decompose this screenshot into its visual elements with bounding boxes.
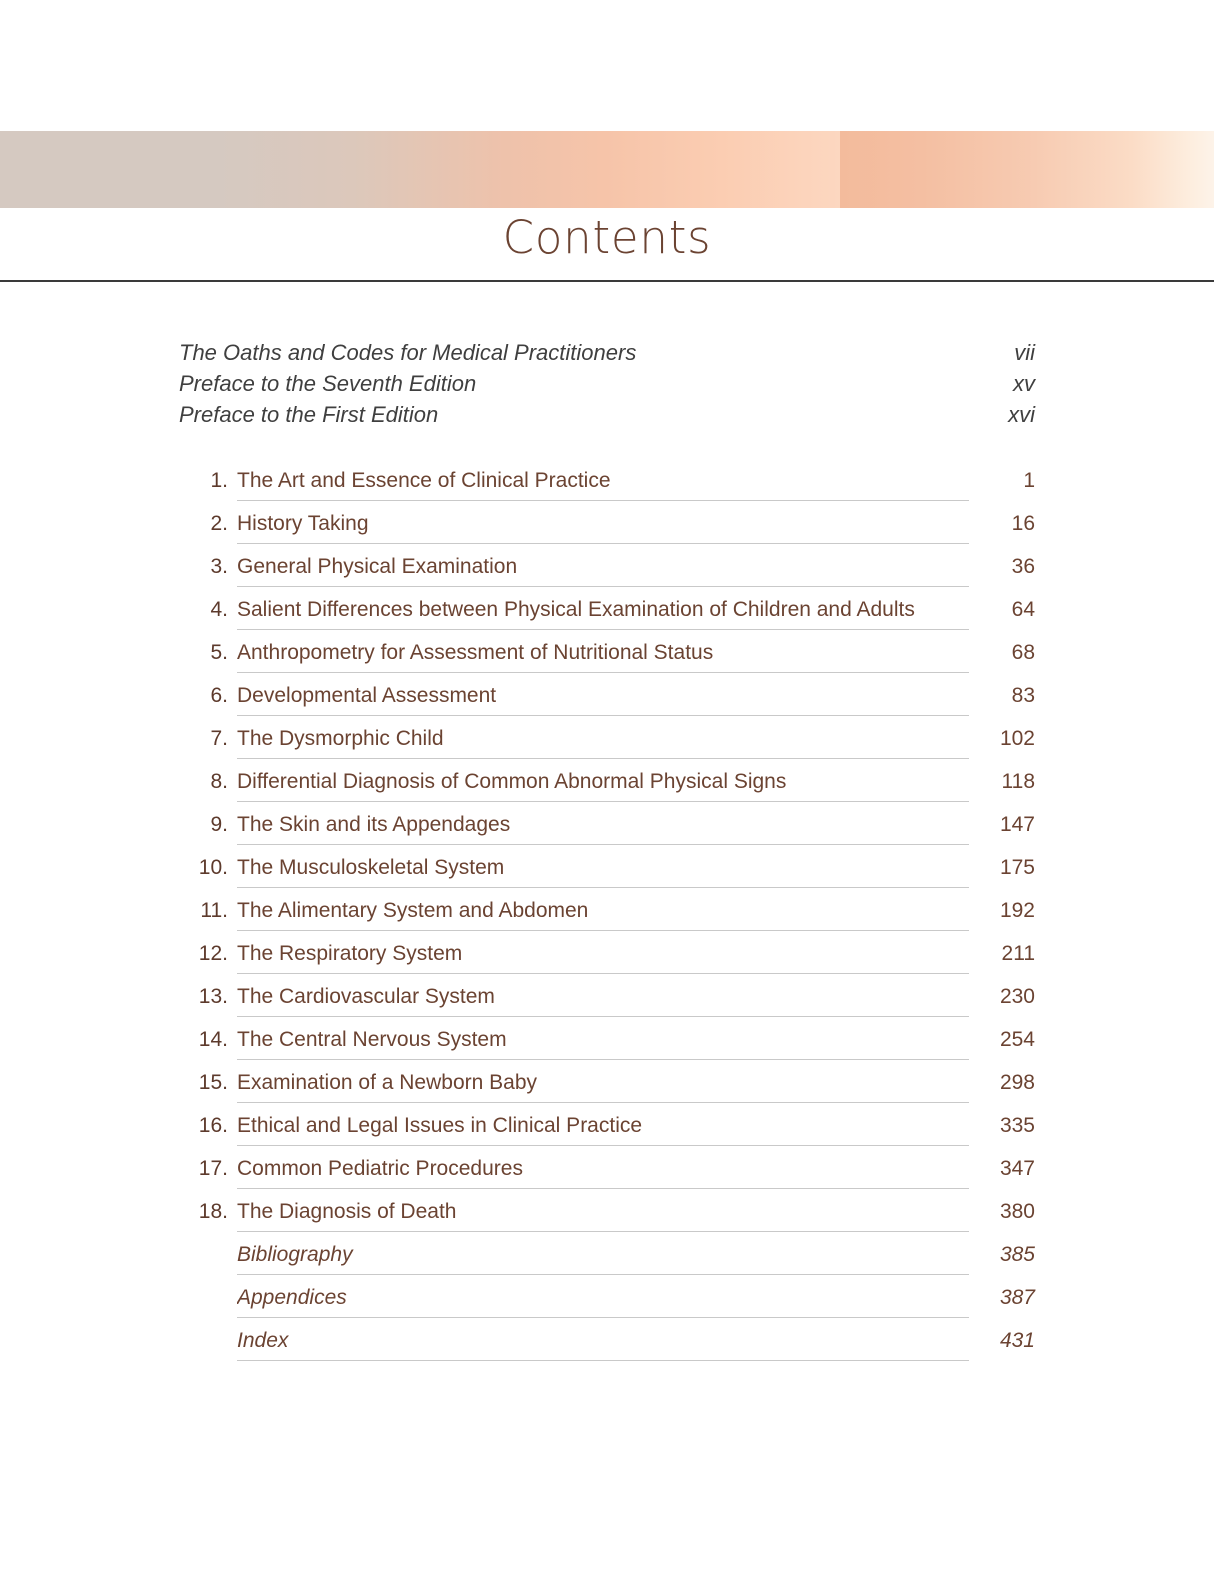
chapter-number: 12 . xyxy=(179,938,228,967)
chapter-page-number: 230 xyxy=(999,985,1035,1008)
chapter-entry[interactable] xyxy=(0,465,1214,508)
chapter-title: The Alimentary System and Abdomen xyxy=(237,895,969,931)
chapter-title: The Dysmorphic Child xyxy=(237,723,969,759)
chapter-page-number: 118 xyxy=(1001,770,1035,793)
chapter-list xyxy=(0,465,1214,1368)
chapter-entry[interactable] xyxy=(0,508,1214,551)
front-matter-entry[interactable] xyxy=(0,371,1214,402)
chapter-entry[interactable] xyxy=(0,551,1214,594)
chapter-title: General Physical Examination xyxy=(237,551,969,587)
chapter-number: 15 . xyxy=(179,1067,228,1096)
chapter-page-number: 298 xyxy=(999,1071,1035,1094)
back-matter-entry[interactable] xyxy=(0,1239,1214,1282)
chapter-number: 16 . xyxy=(179,1110,228,1139)
chapter-title: The Diagnosis of Death xyxy=(237,1196,969,1232)
front-matter-title: The Oaths and Codes for Medical Practitioners xyxy=(179,340,637,365)
front-matter-page-number: vii xyxy=(1014,340,1035,365)
page-title-container xyxy=(0,212,1214,264)
front-matter-list xyxy=(0,340,1214,433)
front-matter-page-number: xvi xyxy=(1008,402,1035,427)
chapter-entry[interactable] xyxy=(0,1110,1214,1153)
chapter-number: 18 . xyxy=(179,1196,228,1225)
chapter-page-number: 192 xyxy=(999,899,1035,922)
chapter-title: Developmental Assessment xyxy=(237,680,969,716)
back-matter-page-number: 431 xyxy=(999,1329,1035,1352)
chapter-title: The Respiratory System xyxy=(237,938,969,974)
back-matter-number xyxy=(179,1325,228,1327)
chapter-number: 10 . xyxy=(179,852,228,881)
chapter-title: The Central Nervous System xyxy=(237,1024,969,1060)
chapter-title: Differential Diagnosis of Common Abnormal Physical Signs xyxy=(237,766,969,802)
chapter-number: 5 . xyxy=(179,637,228,666)
chapter-page-number: 64 xyxy=(1011,598,1035,621)
back-matter-page-number: 385 xyxy=(999,1243,1035,1266)
chapter-entry[interactable] xyxy=(0,680,1214,723)
front-matter-title: Preface to the Seventh Edition xyxy=(179,371,477,396)
header-banner xyxy=(0,131,1214,208)
banner-segment-right xyxy=(840,131,1214,208)
chapter-number: 9 . xyxy=(179,809,228,838)
chapter-page-number: 83 xyxy=(1011,684,1035,707)
chapter-number: 8 . xyxy=(179,766,228,795)
page-title: Contents xyxy=(502,211,712,264)
chapter-title: The Musculoskeletal System xyxy=(237,852,969,888)
front-matter-title: Preface to the First Edition xyxy=(179,402,439,427)
chapter-entry[interactable] xyxy=(0,637,1214,680)
back-matter-entry[interactable] xyxy=(0,1325,1214,1368)
chapter-page-number: 1 xyxy=(1023,469,1035,492)
chapter-entry[interactable] xyxy=(0,1024,1214,1067)
chapter-number: 13 . xyxy=(179,981,228,1010)
chapter-number: 17 . xyxy=(179,1153,228,1182)
chapter-entry[interactable] xyxy=(0,1153,1214,1196)
table-of-contents xyxy=(0,340,1214,1368)
chapter-number: 2 . xyxy=(179,508,228,537)
chapter-page-number: 211 xyxy=(1001,942,1035,965)
chapter-entry[interactable] xyxy=(0,981,1214,1024)
chapter-number: 1 . xyxy=(179,465,228,494)
back-matter-title: Index xyxy=(237,1325,969,1361)
chapter-number: 11 . xyxy=(179,895,228,924)
chapter-entry[interactable] xyxy=(0,1067,1214,1110)
chapter-entry[interactable] xyxy=(0,1196,1214,1239)
back-matter-title: Bibliography xyxy=(237,1239,969,1275)
chapter-title: Common Pediatric Procedures xyxy=(237,1153,969,1189)
chapter-number: 14 . xyxy=(179,1024,228,1053)
back-matter-number xyxy=(179,1282,228,1284)
chapter-entry[interactable] xyxy=(0,766,1214,809)
chapter-title: The Cardiovascular System xyxy=(237,981,969,1017)
chapter-title: Ethical and Legal Issues in Clinical Practice xyxy=(237,1110,969,1146)
chapter-title: History Taking xyxy=(237,508,969,544)
back-matter-page-number: 387 xyxy=(999,1286,1035,1309)
chapter-title: Salient Differences between Physical Examination of Children and Adults xyxy=(237,594,969,630)
chapter-page-number: 102 xyxy=(999,727,1035,750)
front-matter-entry[interactable] xyxy=(0,402,1214,433)
chapter-page-number: 335 xyxy=(999,1114,1035,1137)
front-matter-entry[interactable] xyxy=(0,340,1214,371)
back-matter-title: Appendices xyxy=(237,1282,969,1318)
chapter-number: 6 . xyxy=(179,680,228,709)
chapter-title: Anthropometry for Assessment of Nutritional Status xyxy=(237,637,969,673)
banner-segment-left xyxy=(0,131,840,208)
chapter-page-number: 68 xyxy=(1011,641,1035,664)
chapter-title: Examination of a Newborn Baby xyxy=(237,1067,969,1103)
chapter-page-number: 380 xyxy=(999,1200,1035,1223)
title-divider-rule xyxy=(0,280,1214,282)
chapter-entry[interactable] xyxy=(0,895,1214,938)
back-matter-number xyxy=(179,1239,228,1241)
chapter-entry[interactable] xyxy=(0,723,1214,766)
chapter-number: 4 . xyxy=(179,594,228,623)
chapter-number: 3 . xyxy=(179,551,228,580)
chapter-page-number: 254 xyxy=(999,1028,1035,1051)
chapter-number: 7 . xyxy=(179,723,228,752)
chapter-entry[interactable] xyxy=(0,852,1214,895)
chapter-title: The Art and Essence of Clinical Practice xyxy=(237,465,969,501)
front-matter-page-number: xv xyxy=(1013,371,1035,396)
chapter-page-number: 175 xyxy=(999,856,1035,879)
chapter-entry[interactable] xyxy=(0,938,1214,981)
chapter-entry[interactable] xyxy=(0,809,1214,852)
back-matter-entry[interactable] xyxy=(0,1282,1214,1325)
chapter-page-number: 16 xyxy=(1011,512,1035,535)
chapter-title: The Skin and its Appendages xyxy=(237,809,969,845)
chapter-page-number: 36 xyxy=(1011,555,1035,578)
chapter-entry[interactable] xyxy=(0,594,1214,637)
chapter-page-number: 347 xyxy=(999,1157,1035,1180)
chapter-page-number: 147 xyxy=(999,813,1035,836)
